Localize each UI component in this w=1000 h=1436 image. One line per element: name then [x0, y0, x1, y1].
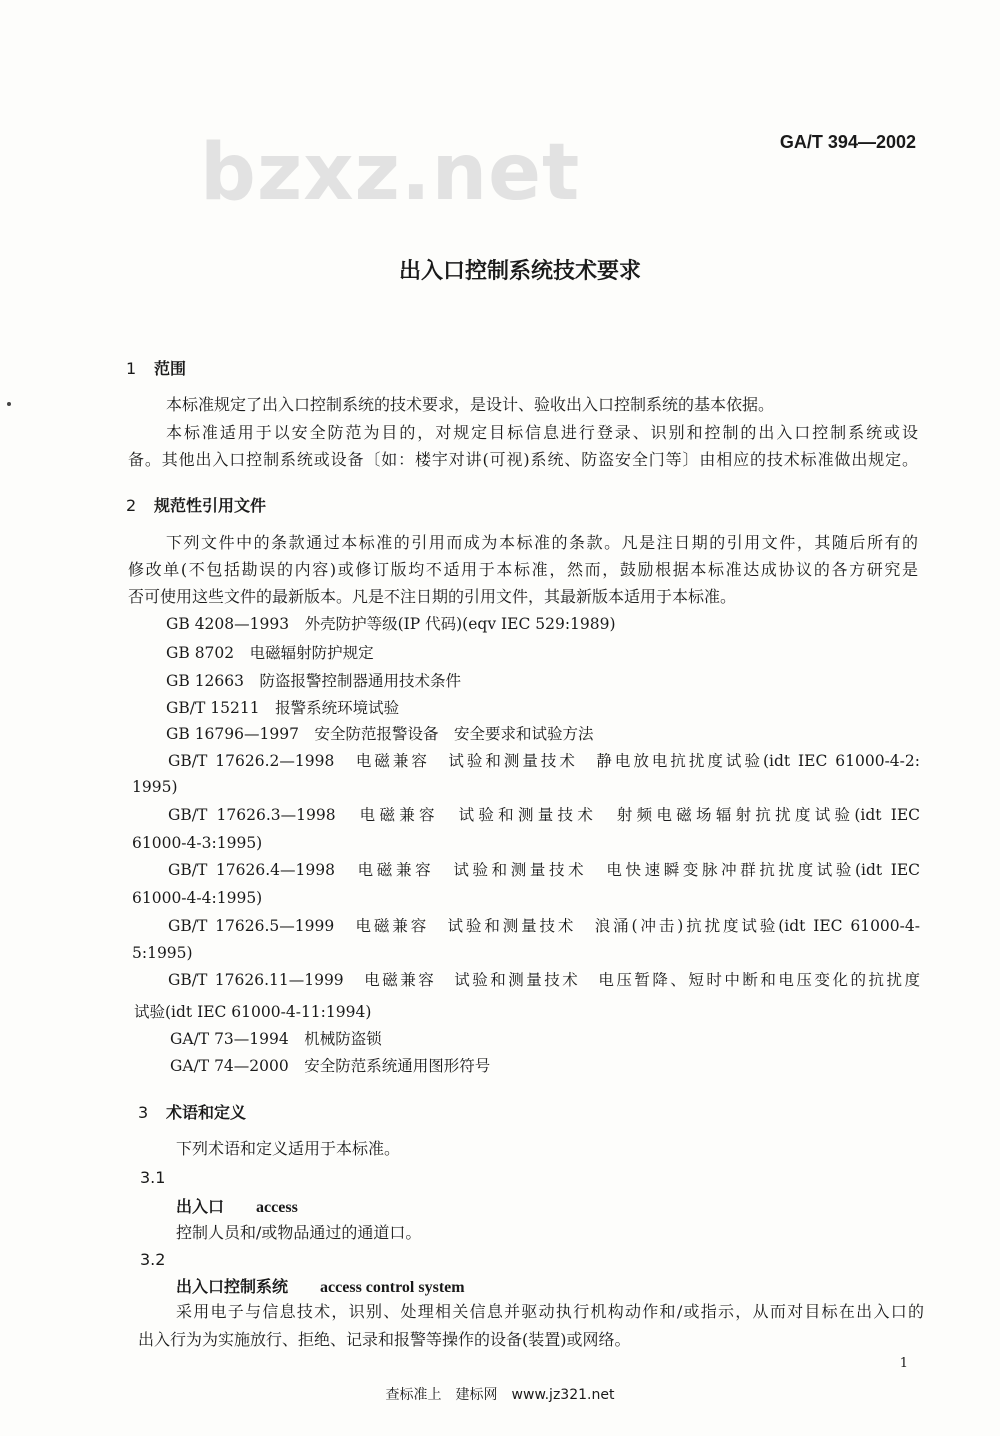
reference-long-line-2: 试验(idt IEC 61000-4-11:1994) [134, 1003, 372, 1021]
reference-code: GB 16796—1997 [166, 725, 299, 743]
terms-intro: 下列术语和定义适用于本标准。 [176, 1139, 401, 1158]
reference-long-line-2: 1995) [132, 778, 178, 796]
reference-long-line-1: GB/T 17626.5—1999 电磁兼容 试验和测量技术 浪涌(冲击)抗扰度试验(idt IEC 61000-4- [168, 917, 920, 935]
page-number: 1 [899, 1356, 908, 1371]
reference-long-line-2: 61000-4-3:1995) [132, 834, 263, 852]
scope-paragraph-2-line-1: 本标准适用于以安全防范为目的，对规定目标信息进行登录、识别和控制的出入口控制系统或设 [166, 423, 918, 442]
reference-title: 安全防范系统通用图形符号 [304, 1057, 491, 1075]
scope-paragraph-1: 本标准规定了出入口控制系统的技术要求，是设计、验收出入口控制系统的基本依据。 [166, 395, 775, 414]
section-number: 3 [138, 1103, 149, 1122]
reference-title: 电磁辐射防护规定 [249, 644, 374, 662]
reference-item [170, 1027, 382, 1049]
normative-intro-line-3: 否可使用这些文件的最新版本。凡是不注日期的引用文件，其最新版本适用于本标准。 [128, 587, 737, 606]
section-number: 2 [126, 496, 137, 515]
term-chinese: 出入口控制系统 [176, 1277, 289, 1296]
term-number: 3.1 [140, 1168, 166, 1187]
reference-long-line-1: GB/T 17626.2—1998 电磁兼容 试验和测量技术 静电放电抗扰度试验(idt IEC 61000-4-2: [168, 752, 920, 770]
reference-title: 防盗报警控制器通用技术条件 [259, 672, 462, 690]
term-number: 3.2 [140, 1250, 166, 1269]
reference-item [166, 696, 399, 718]
reference-item [166, 669, 461, 691]
reference-item [166, 641, 374, 663]
reference-long-line-1: GB/T 17626.3—1998 电磁兼容 试验和测量技术 射频电磁场辐射抗扰度试验(idt IEC [168, 806, 920, 824]
term-chinese: 出入口 [176, 1197, 225, 1216]
reference-title: 外壳防护等级(IP 代码)(eqv IEC 529:1989) [304, 615, 616, 633]
document-title: 出入口控制系统技术要求 [398, 259, 641, 284]
term-definition-line-2: 出入行为为实施放行、拒绝、记录和报警等操作的设备(装置)或网络。 [138, 1330, 631, 1349]
footer-source[interactable]: 查标准上 建标网 www.jz321.net [385, 1387, 615, 1403]
reference-code: GB/T 15211 [166, 699, 260, 717]
reference-item [170, 1054, 490, 1076]
section-title: 术语和定义 [166, 1103, 247, 1122]
section-title: 规范性引用文件 [154, 496, 267, 515]
term-definition: 控制人员和/或物品通过的通道口。 [176, 1223, 422, 1242]
section-1-heading [126, 356, 186, 379]
section-number: 1 [126, 359, 137, 378]
reference-item [166, 722, 594, 744]
term-english: access control system [320, 1279, 465, 1296]
section-3-heading [138, 1100, 246, 1123]
watermark-logo: bzxz.net [200, 128, 581, 218]
normative-intro-line-2: 修改单(不包括勘误的内容)或修订版均不适用于本标准，然而，鼓励根据本标准达成协议的各方研究是 [128, 560, 918, 579]
reference-code: GA/T 74—2000 [170, 1057, 289, 1075]
term-definition-line-1: 采用电子与信息技术，识别、处理相关信息并驱动执行机构动作和/或指示，从而对目标在出入口的 [176, 1302, 924, 1321]
reference-long-line-1: GB/T 17626.4—1998 电磁兼容 试验和测量技术 电快速瞬变脉冲群抗扰度试验(idt IEC [168, 861, 920, 879]
reference-long-line-2: 5:1995) [132, 944, 193, 962]
term-english: access [256, 1199, 298, 1216]
standard-number: GA/T 394—2002 [779, 132, 916, 152]
scope-paragraph-2-line-2: 备。其他出入口控制系统或设备〔如：楼宇对讲(可视)系统、防盗安全门等〕由相应的技术标准做出规定。 [128, 450, 918, 469]
reference-code: GB 12663 [166, 672, 245, 690]
section-title: 范围 [154, 359, 187, 378]
normative-intro-line-1: 下列文件中的条款通过本标准的引用而成为本标准的条款。凡是注日期的引用文件，其随后所有的 [166, 533, 918, 552]
scan-speck [7, 402, 11, 406]
reference-code: GA/T 73—1994 [170, 1030, 289, 1048]
term-heading [176, 1274, 465, 1297]
reference-code: GB 8702 [166, 644, 235, 662]
reference-title: 报警系统环境试验 [275, 699, 400, 717]
reference-item [166, 612, 616, 634]
reference-code: GB 4208—1993 [166, 615, 290, 633]
reference-long-line-2: 61000-4-4:1995) [132, 889, 263, 907]
reference-long-line-1: GB/T 17626.11—1999 电磁兼容 试验和测量技术 电压暂降、短时中断和电压变化的抗扰度 [168, 971, 920, 989]
term-heading [176, 1194, 298, 1217]
reference-title: 安全防范报警设备 安全要求和试验方法 [314, 725, 594, 743]
reference-title: 机械防盗锁 [304, 1030, 382, 1048]
section-2-heading [126, 493, 266, 516]
